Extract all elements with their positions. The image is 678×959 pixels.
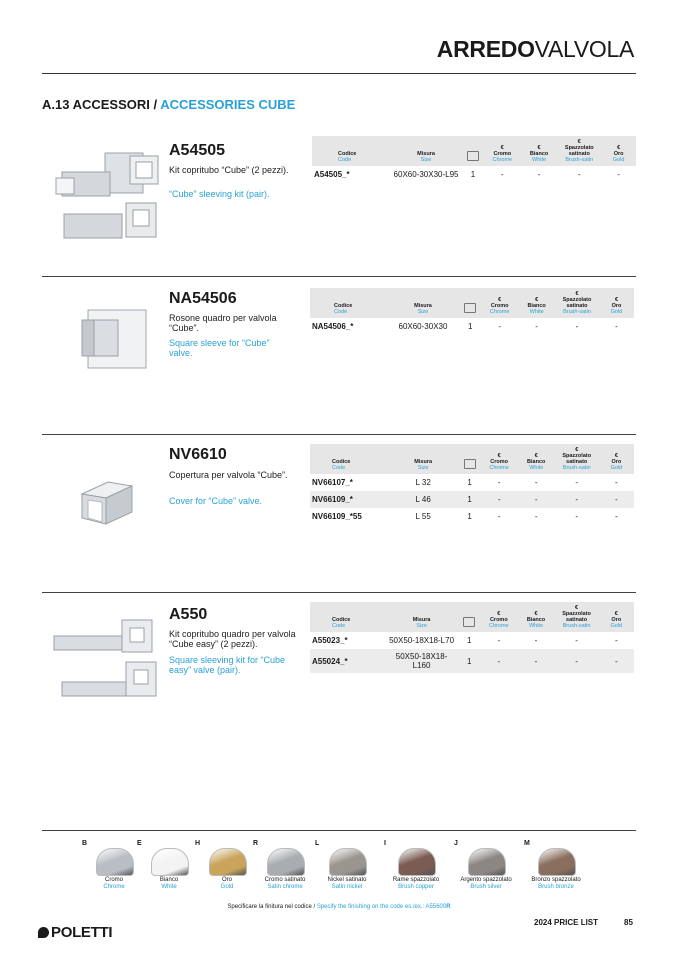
section-prefix: A.13 ACCESSORI / bbox=[42, 97, 161, 112]
finish-letter: L bbox=[315, 840, 320, 847]
box-icon bbox=[464, 303, 476, 313]
finish-knob bbox=[96, 848, 134, 876]
poletti-logo: POLETTI bbox=[38, 924, 112, 941]
finish-label: Cromo Chrome bbox=[103, 877, 125, 890]
product-description-en: “Cube” sleeving kit (pair). bbox=[169, 189, 270, 199]
header-rule bbox=[42, 73, 636, 74]
product-a550 bbox=[42, 592, 636, 828]
col-code: Codice Code bbox=[310, 602, 385, 632]
col-size: Misura Size bbox=[387, 288, 460, 318]
col-chrome: € Cromo Chrome bbox=[484, 136, 521, 166]
col-brush-satin: € Spazzolato satinato Brush-satin bbox=[555, 288, 599, 318]
col-code: Codice Code bbox=[312, 136, 390, 166]
col-white: € Bianco White bbox=[518, 288, 555, 318]
finish-letter: J bbox=[454, 840, 458, 847]
product-code: NV6610 bbox=[169, 446, 227, 463]
product-code: A550 bbox=[169, 606, 208, 623]
product-description-en: Cover for “Cube” valve. bbox=[169, 496, 263, 506]
table-row: NV66107_* L 32 1 - - - - bbox=[312, 478, 618, 487]
product-image bbox=[50, 612, 160, 718]
finish-knob bbox=[209, 848, 247, 876]
col-white: € Bianco White bbox=[518, 444, 555, 474]
product-description-en: Square sleeve for “Cube” valve. bbox=[169, 338, 270, 358]
spec-table bbox=[310, 602, 634, 673]
finish-knob bbox=[151, 848, 189, 876]
section-accent: ACCESSORIES CUBE bbox=[160, 97, 296, 112]
finish-label: Bronzo spazzolato Brush bronze bbox=[531, 877, 581, 890]
finish-label: Bianco White bbox=[159, 877, 179, 890]
finish-knob bbox=[468, 848, 506, 876]
spec-table bbox=[310, 444, 634, 525]
header-light: VALVOLA bbox=[534, 36, 634, 62]
finish-label: Argento spazzolato Brush silver bbox=[460, 877, 512, 890]
finish-label: Nickel satinato Satin nickel bbox=[327, 877, 367, 890]
finish-note: Specificare la finitura nel codice / Specify the finishing on the code es./ex.: A55600R bbox=[227, 904, 451, 910]
section-divider bbox=[42, 592, 636, 593]
logo-mark-icon bbox=[38, 927, 49, 938]
col-package bbox=[459, 288, 481, 318]
product-image bbox=[74, 304, 154, 384]
box-icon bbox=[464, 459, 476, 469]
col-package bbox=[462, 136, 484, 166]
col-code: Codice Code bbox=[310, 288, 387, 318]
price-list-label: 2024 PRICE LIST bbox=[534, 918, 599, 927]
col-package bbox=[458, 602, 480, 632]
table-row: NV66109_* L 46 1 - - - - bbox=[310, 491, 634, 508]
table-row: NA54506_* 60X60-30X30 1 - - - - bbox=[312, 322, 618, 331]
col-gold: € Oro Gold bbox=[599, 444, 634, 474]
page-number: 85 bbox=[624, 918, 633, 927]
finishes-rule bbox=[42, 830, 636, 831]
product-description-en: Square sleeving kit for “Cube easy” valve (pair). bbox=[169, 655, 286, 675]
product-na54506 bbox=[42, 276, 636, 432]
spec-table bbox=[312, 136, 636, 183]
box-icon bbox=[467, 151, 479, 161]
product-description-it: Kit copritubo quadro per valvola “Cube easy” (2 pezzi). bbox=[169, 629, 296, 649]
finish-letter: M bbox=[524, 840, 530, 847]
product-code: A54505 bbox=[169, 142, 226, 159]
col-size: Misura Size bbox=[385, 602, 458, 632]
spec-header-row bbox=[310, 602, 634, 632]
finish-knob bbox=[329, 848, 367, 876]
product-image bbox=[50, 148, 160, 248]
section-divider bbox=[42, 434, 636, 435]
section-divider bbox=[42, 276, 636, 277]
col-white: € Bianco White bbox=[521, 136, 558, 166]
col-brush-satin: € Spazzolato satinato Brush-satin bbox=[555, 602, 599, 632]
table-row: NV66109_*55 L 55 1 - - - - bbox=[312, 512, 618, 521]
product-description-it: Rosone quadro per valvola “Cube”. bbox=[169, 313, 277, 333]
table-row: A55023_* 50X50-18X18-L70 1 - - - - bbox=[312, 636, 618, 645]
spec-header-row bbox=[310, 288, 634, 318]
finish-label: Rame spazzolato Brush copper bbox=[392, 877, 440, 890]
finish-knob bbox=[267, 848, 305, 876]
product-code: NA54506 bbox=[169, 290, 237, 307]
spec-header-row bbox=[310, 444, 634, 474]
spec-header-row bbox=[312, 136, 636, 166]
page-header-title bbox=[437, 36, 634, 63]
spec-table bbox=[310, 288, 634, 335]
table-row: A55024_* 50X50-18X18-L160 1 - - - - bbox=[310, 649, 634, 673]
col-gold: € Oro Gold bbox=[601, 136, 636, 166]
finish-label: Cromo satinato Satin chrome bbox=[264, 877, 306, 890]
product-description-it: Copertura per valvola “Cube”. bbox=[169, 470, 288, 480]
finish-knob bbox=[538, 848, 576, 876]
col-gold: € Oro Gold bbox=[599, 602, 634, 632]
product-image bbox=[74, 472, 164, 536]
section-heading bbox=[42, 97, 295, 112]
col-size: Misura Size bbox=[388, 444, 459, 474]
header-bold: ARREDO bbox=[436, 36, 535, 62]
product-a54505 bbox=[42, 134, 636, 274]
col-size: Misura Size bbox=[390, 136, 462, 166]
product-description-it: Kit copritubo “Cube” (2 pezzi). bbox=[169, 165, 289, 175]
col-chrome: € Cromo Chrome bbox=[480, 602, 517, 632]
col-chrome: € Cromo Chrome bbox=[481, 444, 518, 474]
col-gold: € Oro Gold bbox=[599, 288, 634, 318]
product-nv6610 bbox=[42, 434, 636, 590]
finish-label: Oro Gold bbox=[220, 877, 234, 890]
finish-letter: E bbox=[137, 840, 142, 847]
col-brush-satin: € Spazzolato satinato Brush-satin bbox=[557, 136, 601, 166]
table-row: A54505_* 60X60-30X30-L95 1 - - - - bbox=[314, 170, 620, 179]
finish-letter: B bbox=[82, 840, 88, 847]
finish-knob bbox=[398, 848, 436, 876]
col-code: Codice Code bbox=[310, 444, 388, 474]
finish-letter: H bbox=[195, 840, 201, 847]
finish-letter: R bbox=[253, 840, 259, 847]
box-icon bbox=[463, 617, 475, 627]
col-package bbox=[459, 444, 481, 474]
finish-letter: I bbox=[384, 840, 386, 847]
col-white: € Bianco White bbox=[517, 602, 554, 632]
col-brush-satin: € Spazzolato satinato Brush-satin bbox=[555, 444, 599, 474]
col-chrome: € Cromo Chrome bbox=[481, 288, 518, 318]
